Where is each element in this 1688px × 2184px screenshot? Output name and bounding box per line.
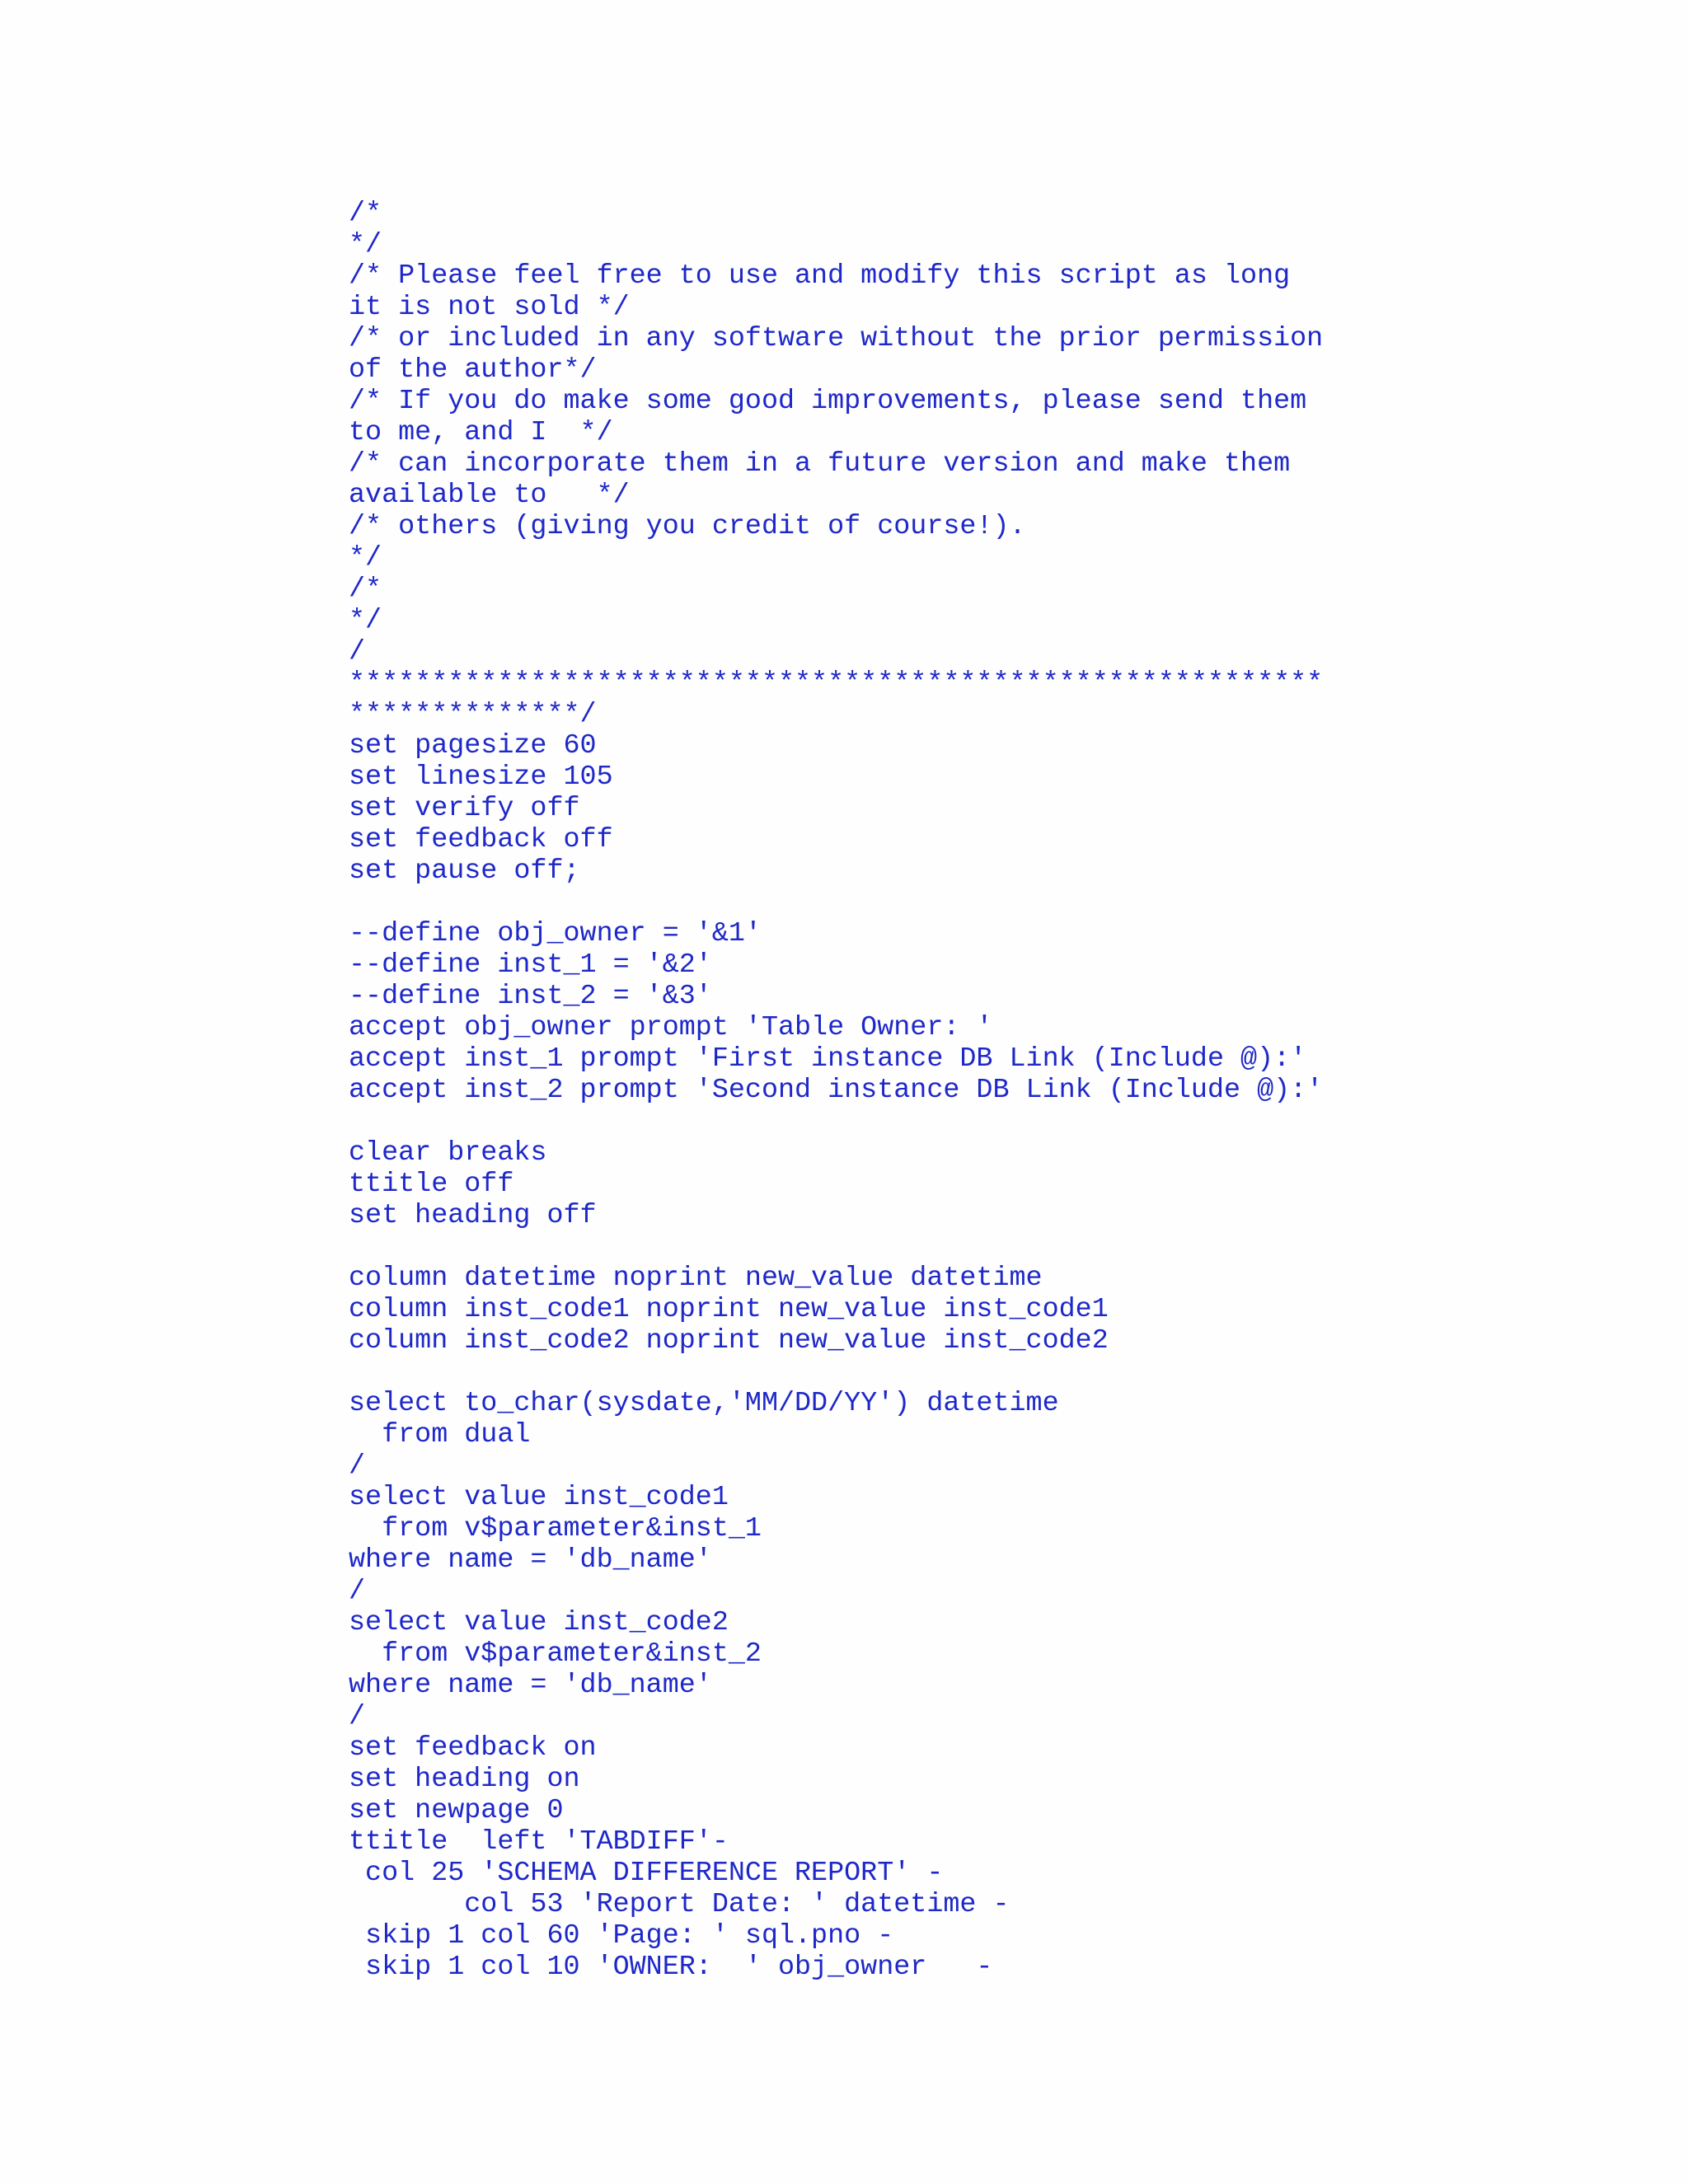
code-line: /* can incorporate them in a future version and make them (349, 448, 1291, 480)
code-line: accept obj_owner prompt 'Table Owner: ' (349, 1012, 993, 1043)
code-line: */ (349, 605, 382, 636)
code-line: accept inst_2 prompt 'Second instance DB Link (Include @):' (349, 1075, 1324, 1106)
code-line: col 53 'Report Date: ' datetime - (349, 1889, 1010, 1920)
code-line: /* Please feel free to use and modify this script as long (349, 260, 1291, 292)
code-line: /* or included in any software without the prior permission (349, 323, 1324, 354)
code-line: --define inst_1 = '&2' (349, 949, 712, 981)
code-line: col 25 'SCHEMA DIFFERENCE REPORT' - (349, 1858, 944, 1889)
code-line: set heading off (349, 1200, 597, 1231)
code-line: / (349, 1701, 366, 1732)
code-line: clear breaks (349, 1137, 547, 1169)
code-line: */ (349, 229, 382, 260)
code-line: /* (349, 574, 382, 605)
code-line: ttitle left 'TABDIFF'- (349, 1826, 729, 1858)
code-line: **************/ (349, 699, 597, 730)
code-line: where name = 'db_name' (349, 1670, 712, 1701)
code-line: set pagesize 60 (349, 730, 597, 762)
code-line: --define inst_2 = '&3' (349, 981, 712, 1012)
code-line: accept inst_1 prompt 'First instance DB Link (Include @):' (349, 1043, 1307, 1075)
code-line (349, 1106, 1338, 1137)
code-line: select value inst_code2 (349, 1607, 729, 1638)
code-line: column datetime noprint new_value datetime (349, 1263, 1043, 1294)
code-line: column inst_code2 noprint new_value inst_code2 (349, 1325, 1109, 1357)
code-line: ttitle off (349, 1169, 514, 1200)
code-line: select to_char(sysdate,'MM/DD/YY') datetime (349, 1388, 1059, 1419)
code-line: /* (349, 198, 382, 229)
code-line: set feedback off (349, 824, 613, 855)
code-line: from v$parameter&inst_2 (349, 1638, 762, 1670)
code-line: *********************************************************** (349, 668, 1324, 699)
code-line: from dual (349, 1419, 531, 1451)
code-line: set newpage 0 (349, 1795, 564, 1826)
code-line: set feedback on (349, 1732, 597, 1764)
code-line: column inst_code1 noprint new_value inst_code1 (349, 1294, 1109, 1325)
code-line: /* If you do make some good improvements, please send them (349, 386, 1307, 417)
code-line: --define obj_owner = '&1' (349, 918, 762, 949)
code-line (349, 1231, 1338, 1263)
code-line: available to */ (349, 480, 630, 511)
code-line: / (349, 636, 366, 668)
code-line: to me, and I */ (349, 417, 613, 448)
code-line: select value inst_code1 (349, 1482, 729, 1513)
code-line: */ (349, 542, 382, 574)
code-line: / (349, 1576, 366, 1607)
code-line: set heading on (349, 1764, 580, 1795)
code-line: of the author*/ (349, 354, 597, 386)
code-line: skip 1 col 60 'Page: ' sql.pno - (349, 1920, 894, 1952)
code-line: /* others (giving you credit of course!). (349, 511, 1026, 542)
code-line: from v$parameter&inst_1 (349, 1513, 762, 1544)
code-line: set linesize 105 (349, 762, 613, 793)
code-line: / (349, 1451, 366, 1482)
code-line: where name = 'db_name' (349, 1544, 712, 1576)
code-line: set pause off; (349, 855, 580, 887)
code-line: set verify off (349, 793, 580, 824)
code-line (349, 887, 1338, 918)
sql-script-text (349, 198, 1338, 1983)
code-line (349, 1357, 1338, 1388)
code-line: skip 1 col 10 'OWNER: ' obj_owner - (349, 1952, 993, 1983)
code-line: it is not sold */ (349, 292, 630, 323)
